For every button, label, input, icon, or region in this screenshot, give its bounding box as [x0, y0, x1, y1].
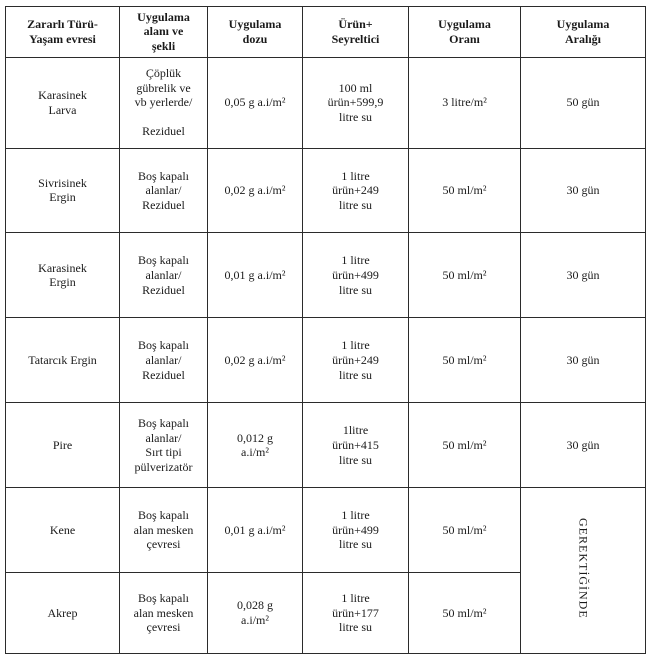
dose-cell: 0,01 g a.i/m²	[208, 488, 303, 573]
dose-cell	[208, 403, 303, 488]
product-cell	[303, 318, 409, 403]
pest-cell	[6, 573, 120, 654]
product-cell	[303, 573, 409, 654]
header-line: Uygulama	[137, 9, 190, 24]
rate-cell: 50 ml/m²	[409, 318, 521, 403]
product-cell	[303, 233, 409, 318]
product-line: ürün+499	[332, 268, 379, 283]
product-line: ürün+499	[332, 522, 379, 537]
header-rate	[409, 7, 521, 58]
interval-cell: 30 gün	[521, 318, 646, 403]
product-line: litre su	[339, 282, 372, 297]
pest-line: Tatarcık Ergin	[28, 352, 97, 367]
table-row	[6, 148, 646, 233]
pest-cell	[6, 488, 120, 573]
merged-interval-text: GEREKTİĞİNDE	[576, 518, 591, 620]
header-pest	[6, 7, 120, 58]
header-area	[120, 7, 208, 58]
rate-cell: 50 ml/m²	[409, 573, 521, 654]
dose-line: a.i/m²	[241, 445, 269, 460]
product-line: 1 litre	[341, 168, 370, 183]
header-line: alanı ve	[143, 24, 184, 39]
dose-cell	[208, 573, 303, 654]
interval-cell: 50 gün	[521, 57, 646, 148]
area-line: Reziduel	[142, 367, 185, 382]
product-line: 1 litre	[341, 591, 370, 606]
pest-line: Karasinek	[38, 260, 87, 275]
table-row	[6, 403, 646, 488]
area-line: Boş kapalı	[138, 508, 189, 523]
product-cell	[303, 148, 409, 233]
product-line: litre su	[339, 109, 372, 124]
interval-cell: 30 gün	[521, 233, 646, 318]
pest-cell	[6, 57, 120, 148]
pest-line: Ergin	[49, 275, 76, 290]
product-line: ürün+599,9	[327, 95, 384, 110]
area-line: Boş kapalı	[138, 338, 189, 353]
area-line: pülverizatör	[134, 459, 193, 474]
header-interval	[521, 7, 646, 58]
pest-cell	[6, 233, 120, 318]
area-cell	[120, 318, 208, 403]
area-cell	[120, 57, 208, 148]
pest-line: Larva	[48, 102, 77, 117]
application-table	[5, 6, 646, 654]
interval-cell: 30 gün	[521, 403, 646, 488]
area-line: Reziduel	[142, 282, 185, 297]
pest-line: Pire	[52, 437, 73, 452]
product-line: litre su	[339, 452, 372, 467]
area-line: alanlar/	[145, 268, 182, 283]
rate-cell: 3 litre/m²	[409, 57, 521, 148]
pest-line: Sivrisinek	[38, 175, 87, 190]
area-line: Sırt tipi	[145, 445, 182, 460]
pest-line: Karasinek	[38, 87, 87, 102]
area-line: alan mesken	[133, 605, 194, 620]
header-dose	[208, 7, 303, 58]
area-cell	[120, 573, 208, 654]
pest-line: Ergin	[49, 190, 76, 205]
area-line: Boş kapalı	[138, 168, 189, 183]
area-line: alanlar/	[145, 352, 182, 367]
product-cell	[303, 57, 409, 148]
product-line: 100 ml	[338, 80, 373, 95]
area-cell	[120, 488, 208, 573]
area-line: Boş kapalı	[138, 253, 189, 268]
header-row	[6, 7, 646, 58]
area-spacer	[124, 110, 203, 125]
area-line: alan mesken	[133, 522, 194, 537]
dose-line: 0,012 g	[237, 430, 273, 445]
rate-cell: 50 ml/m²	[409, 488, 521, 573]
interval-cell: 30 gün	[521, 148, 646, 233]
pest-cell	[6, 148, 120, 233]
header-line: Yaşam evresi	[29, 31, 96, 46]
area-line: alanlar/	[145, 183, 182, 198]
product-line: 1 litre	[341, 253, 370, 268]
product-line: litre su	[339, 197, 372, 212]
area-line: Boş kapalı	[138, 415, 189, 430]
product-cell	[303, 403, 409, 488]
area-cell	[120, 148, 208, 233]
header-product	[303, 7, 409, 58]
dose-cell: 0,02 g a.i/m²	[208, 318, 303, 403]
area-line: Boş kapalı	[138, 591, 189, 606]
rate-cell: 50 ml/m²	[409, 148, 521, 233]
header-line: Ürün+	[338, 17, 373, 32]
product-line: ürün+249	[332, 183, 379, 198]
area-line: Reziduel	[142, 197, 185, 212]
dose-cell: 0,01 g a.i/m²	[208, 233, 303, 318]
product-line: ürün+177	[332, 605, 379, 620]
product-line: litre su	[339, 620, 372, 635]
product-line: 1 litre	[341, 508, 370, 523]
header-line: Uygulama	[438, 17, 491, 32]
dose-line: a.i/m²	[241, 613, 269, 628]
header-line: dozu	[242, 31, 268, 46]
area-line: Çöplük	[145, 65, 182, 80]
product-line: 1 litre	[341, 338, 370, 353]
header-line: şekli	[151, 39, 176, 54]
area-cell	[120, 233, 208, 318]
table-row	[6, 57, 646, 148]
area-line: çevresi	[146, 620, 181, 635]
table-row	[6, 233, 646, 318]
area-line: çevresi	[146, 537, 181, 552]
header-line: Seyreltici	[331, 31, 380, 46]
product-line: 1litre	[342, 423, 369, 438]
dose-cell: 0,02 g a.i/m²	[208, 148, 303, 233]
product-line: litre su	[339, 367, 372, 382]
dose-line: 0,028 g	[237, 598, 273, 613]
table-row	[6, 318, 646, 403]
merged-interval-cell	[521, 488, 646, 654]
area-line: Reziduel	[142, 124, 185, 139]
header-line: Uygulama	[556, 17, 610, 32]
header-line: Zararlı Türü-	[27, 17, 98, 32]
pest-line: Akrep	[47, 605, 78, 620]
header-line: Uygulama	[228, 17, 282, 32]
rate-cell: 50 ml/m²	[409, 403, 521, 488]
area-line: alanlar/	[145, 430, 182, 445]
product-line: ürün+249	[332, 352, 379, 367]
rate-cell: 50 ml/m²	[409, 233, 521, 318]
header-line: Oranı	[449, 31, 480, 46]
area-line: gübrelik ve	[136, 80, 191, 95]
dose-cell: 0,05 g a.i/m²	[208, 57, 303, 148]
product-line: litre su	[339, 537, 372, 552]
product-cell	[303, 488, 409, 573]
pest-cell	[6, 318, 120, 403]
pest-line: Kene	[49, 522, 76, 537]
area-line: vb yerlerde/	[134, 95, 193, 110]
area-cell	[120, 403, 208, 488]
pest-cell	[6, 403, 120, 488]
product-line: ürün+415	[332, 437, 379, 452]
table-row	[6, 488, 646, 573]
header-line: Aralığı	[565, 31, 601, 46]
